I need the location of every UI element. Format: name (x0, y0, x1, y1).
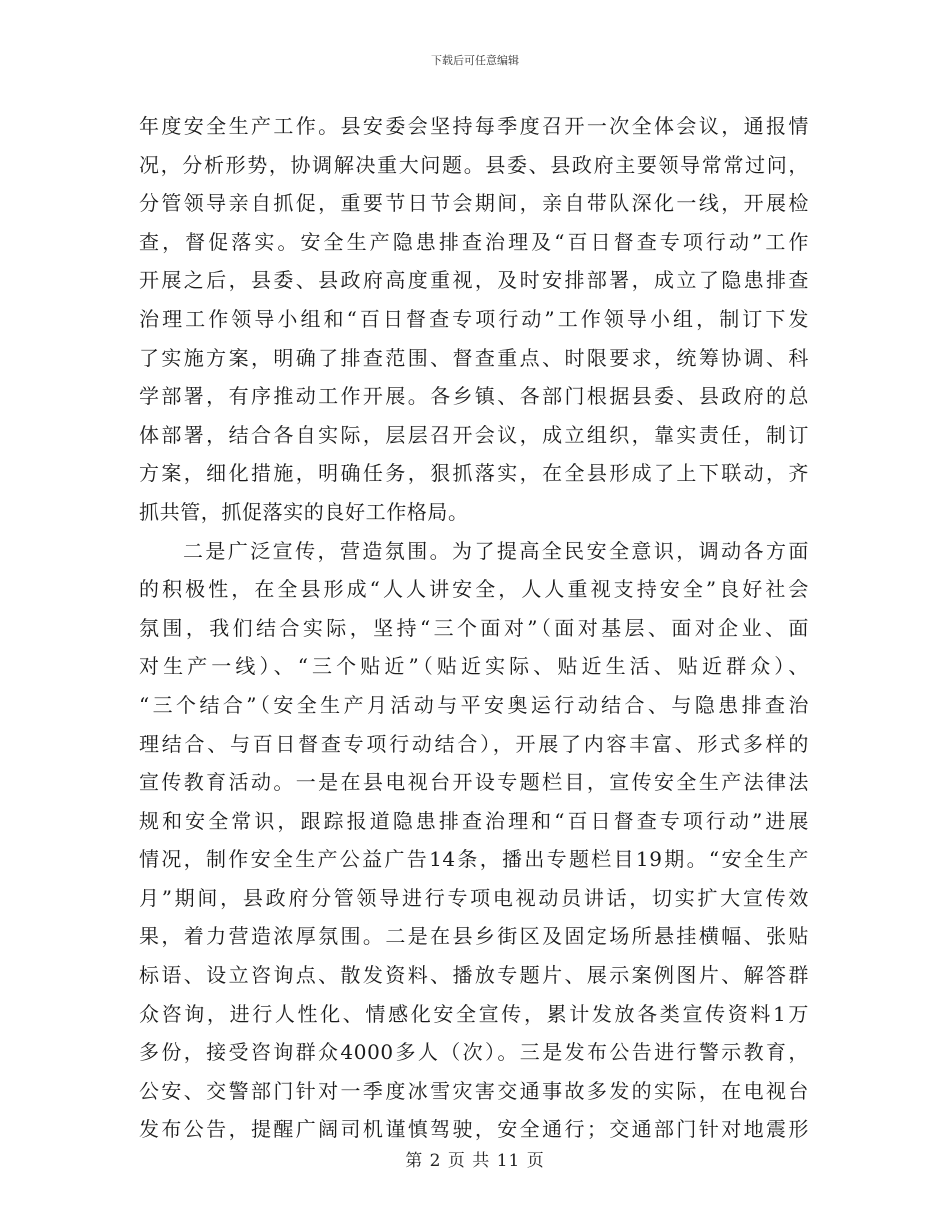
page-number: 第 2 页 共 11 页 (405, 1151, 545, 1171)
text-line: 查，督促落实。安全生产隐患排查治理及“百日督查专项行动”工作 (139, 229, 809, 254)
text-line: 年度安全生产工作。县安委会坚持每季度召开一次全体会议，通报情 (139, 114, 809, 138)
text-line: 月”期间，县政府分管领导进行专项电视动员讲话，切实扩大宣传效 (139, 885, 809, 910)
text-line: 了实施方案，明确了排查范围、督查重点、时限要求，统筹协调、科 (139, 345, 809, 370)
text-line: 学部署，有序推动工作开展。各乡镇、各部门根据县委、县政府的总 (139, 384, 809, 409)
text-line: 况，分析形势，协调解决重大问题。县委、县政府主要领导常常过问， (139, 152, 809, 177)
text-line: 氛围，我们结合实际，坚持“三个面对”（面对基层、面对企业、面 (139, 615, 809, 640)
paragraph-start-line: 二是广泛宣传，营造氛围。为了提高全民安全意识，调动各方面 (183, 538, 809, 563)
text-line: 多份，接受咨询群众4000多人（次）。三是发布公告进行警示教育， (139, 1040, 809, 1065)
text-line: 公安、交警部门针对一季度冰雪灾害交通事故多发的实际，在电视台 (139, 1078, 809, 1103)
text-line: 标语、设立咨询点、散发资料、播放专题片、展示案例图片、解答群 (139, 963, 809, 988)
text-line: 果，着力营造浓厚氛围。二是在县乡街区及固定场所悬挂横幅、张贴 (139, 924, 809, 949)
text-line: 体部署，结合各自实际，层层召开会议，成立组织，靠实责任，制订 (139, 422, 809, 447)
text-line: 抓共管，抓促落实的良好工作格局。 (139, 499, 469, 524)
text-line: 分管领导亲自抓促，重要节日节会期间，亲自带队深化一线，开展检 (139, 191, 809, 216)
text-line: 众咨询，进行人性化、情感化安全宣传，累计发放各类宣传资料1万 (139, 1001, 809, 1026)
text-line: 治理工作领导小组和“百日督查专项行动”工作领导小组，制订下发 (139, 306, 809, 331)
text-line: 宣传教育活动。一是在县电视台开设专题栏目，宣传安全生产法律法 (139, 770, 809, 795)
document-body (139, 107, 809, 1149)
text-line: 情况，制作安全生产公益广告14条，播出专题栏目19期。“安全生产 (139, 847, 809, 872)
text-line: 发布公告，提醒广阔司机谨慎驾驶，安全通行；交通部门针对地震形 (139, 1117, 809, 1142)
text-line: 对生产一线）、“三个贴近”（贴近实际、贴近生活、贴近群众）、 (139, 654, 809, 679)
page-header-note: 下载后可任意编辑 (431, 54, 519, 67)
text-line: 方案，细化措施，明确任务，狠抓落实，在全县形成了上下联动，齐 (139, 461, 809, 486)
text-line: “三个结合”（安全生产月活动与平安奥运行动结合、与隐患排查治 (139, 692, 809, 717)
text-line: 规和安全常识，跟踪报道隐患排查治理和“百日督查专项行动”进展 (139, 808, 809, 833)
text-line: 开展之后，县委、县政府高度重视，及时安排部署，成立了隐患排查 (139, 268, 809, 293)
text-line: 理结合、与百日督查专项行动结合），开展了内容丰富、形式多样的 (139, 731, 809, 756)
text-line: 的积极性，在全县形成“人人讲安全，人人重视支持安全”良好社会 (139, 577, 809, 602)
